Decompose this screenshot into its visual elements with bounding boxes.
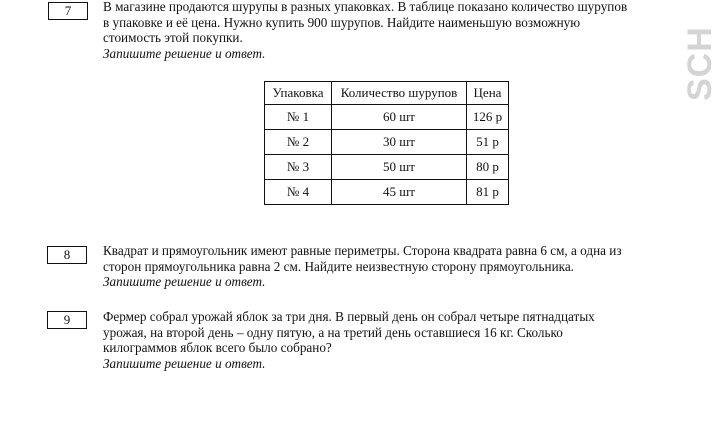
table-row xyxy=(265,105,509,130)
table-cell: № 4 xyxy=(265,180,332,205)
table-header-row xyxy=(265,82,509,105)
task-line: Квадрат и прямоугольник имеют равные периметры. Сторона квадрата равна 6 см, а одна из xyxy=(103,243,622,258)
table-cell: 126 р xyxy=(467,105,509,130)
task-8-text xyxy=(103,243,622,290)
task-line: килограммов яблок всего было собрано? xyxy=(103,340,332,355)
table-cell: 45 шт xyxy=(332,180,467,205)
task-hint: Запишите решение и ответ. xyxy=(103,45,266,61)
task-line: в упаковке и её цена. Нужно купить 900 шурупов. Найдите наименьшую возможную xyxy=(103,14,581,30)
task-line: урожая, на второй день – одну пятую, а на третий день оставшиеся 16 кг. Сколько xyxy=(103,324,563,340)
table-cell: 81 р xyxy=(467,180,509,205)
task-hint: Запишите решение и ответ. xyxy=(103,274,266,289)
task-line: В магазине продаются шурупы в разных упаковках. В таблице показано количество шурупов xyxy=(103,0,628,14)
table-cell: 51 р xyxy=(467,130,509,155)
task-9-number-box xyxy=(47,311,87,329)
task-number: 9 xyxy=(63,312,71,327)
task-number: 8 xyxy=(63,247,71,262)
table-cell: № 2 xyxy=(265,130,332,155)
table-cell: № 3 xyxy=(265,155,332,180)
column-header: Цена xyxy=(467,82,509,105)
table-row xyxy=(265,130,509,155)
column-header: Упаковка xyxy=(265,82,332,105)
task-7-text xyxy=(103,0,627,61)
table-cell: 60 шт xyxy=(332,105,467,130)
table-cell: 50 шт xyxy=(332,155,467,180)
task-hint: Запишите решение и ответ. xyxy=(103,355,266,371)
column-header: Количество шурупов xyxy=(332,82,467,105)
task-9-text xyxy=(103,309,595,371)
table-cell: № 1 xyxy=(265,105,332,130)
table-cell: 80 р xyxy=(467,155,509,180)
task-8-number-box xyxy=(47,246,87,264)
task-line: Фермер собрал урожай яблок за три дня. В первый день он собрал четыре пятнадцатых xyxy=(103,309,595,324)
task-line: стоимость этой покупки. xyxy=(103,30,243,45)
table-row xyxy=(265,180,509,205)
table-row xyxy=(265,155,509,180)
task-line: сторон прямоугольника равна 2 см. Найдите неизвестную сторону прямоугольника. xyxy=(103,258,574,274)
watermark: SCH xyxy=(681,26,719,101)
task-7-number-box xyxy=(48,2,88,20)
task-number: 7 xyxy=(64,3,72,18)
screws-table xyxy=(264,81,509,205)
table-cell: 30 шт xyxy=(332,130,467,155)
